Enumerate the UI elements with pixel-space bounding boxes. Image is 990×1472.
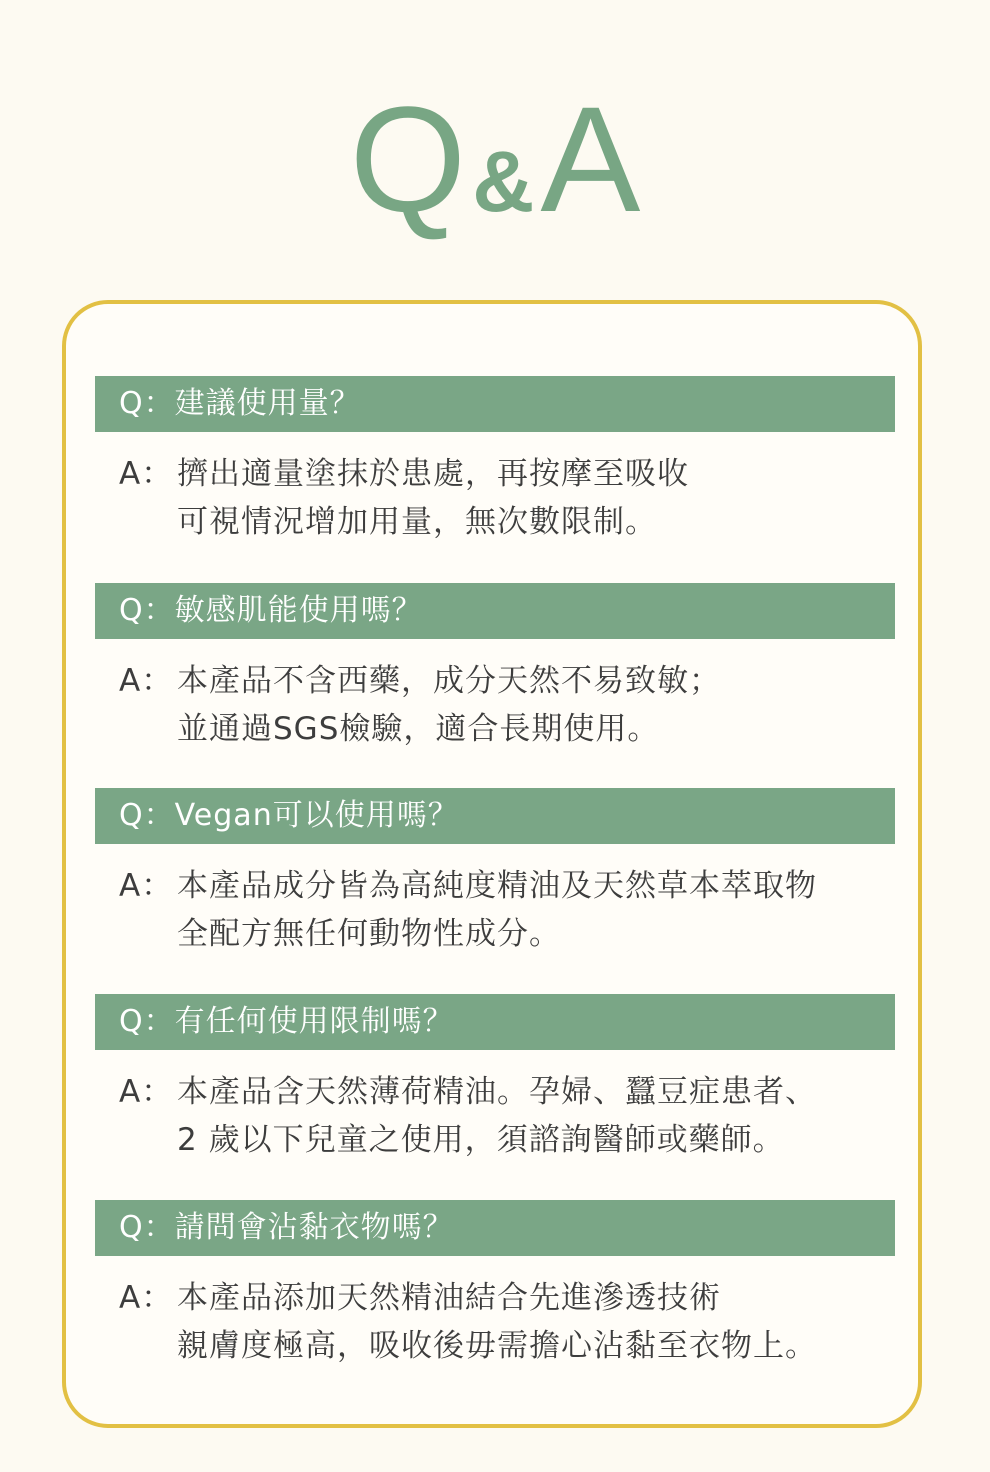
faq-item xyxy=(95,376,895,546)
faq-answer xyxy=(95,657,895,753)
faq-question: Q：建議使用量？ xyxy=(95,376,895,432)
answer-line: 親膚度極高，吸收後毋需擔心沾黏至衣物上。 xyxy=(177,1328,817,1364)
title-a: A xyxy=(540,75,641,243)
answer-line: 擠出適量塗抹於患處，再按摩至吸收 xyxy=(177,456,689,492)
answer-label: A： xyxy=(119,456,174,492)
answer-line: 本產品添加天然精油結合先進滲透技術 xyxy=(177,1280,721,1316)
faq-item xyxy=(95,1200,895,1370)
answer-line: 全配方無任何動物性成分。 xyxy=(177,916,561,952)
answer-label: A： xyxy=(119,868,174,904)
answer-line: 並通過SGS檢驗，適合長期使用。 xyxy=(177,711,660,747)
page-title xyxy=(0,75,990,243)
faq-question: Q：Vegan可以使用嗎？ xyxy=(95,788,895,844)
title-q: Q xyxy=(349,75,467,243)
answer-label: A： xyxy=(119,1280,174,1316)
answer-label: A： xyxy=(119,663,174,699)
faq-item xyxy=(95,788,895,958)
faq-question: Q：敏感肌能使用嗎？ xyxy=(95,583,895,639)
answer-label: A： xyxy=(119,1074,174,1110)
faq-answer xyxy=(95,450,895,546)
faq-question: Q：請問會沾黏衣物嗎？ xyxy=(95,1200,895,1256)
answer-line: 本產品不含西藥，成分天然不易致敏； xyxy=(177,663,721,699)
faq-answer xyxy=(95,1274,895,1370)
answer-line: 本產品成分皆為高純度精油及天然草本萃取物 xyxy=(177,868,817,904)
title-ampersand: & xyxy=(472,134,535,230)
faq-question: Q：有任何使用限制嗎？ xyxy=(95,994,895,1050)
faq-item xyxy=(95,994,895,1164)
answer-line: 2 歲以下兒童之使用，須諮詢醫師或藥師。 xyxy=(177,1122,785,1158)
answer-line: 可視情況增加用量，無次數限制。 xyxy=(177,504,657,540)
faq-answer xyxy=(95,1068,895,1164)
faq-answer xyxy=(95,862,895,958)
answer-line: 本產品含天然薄荷精油。孕婦、蠶豆症患者、 xyxy=(177,1074,817,1110)
faq-item xyxy=(95,583,895,753)
